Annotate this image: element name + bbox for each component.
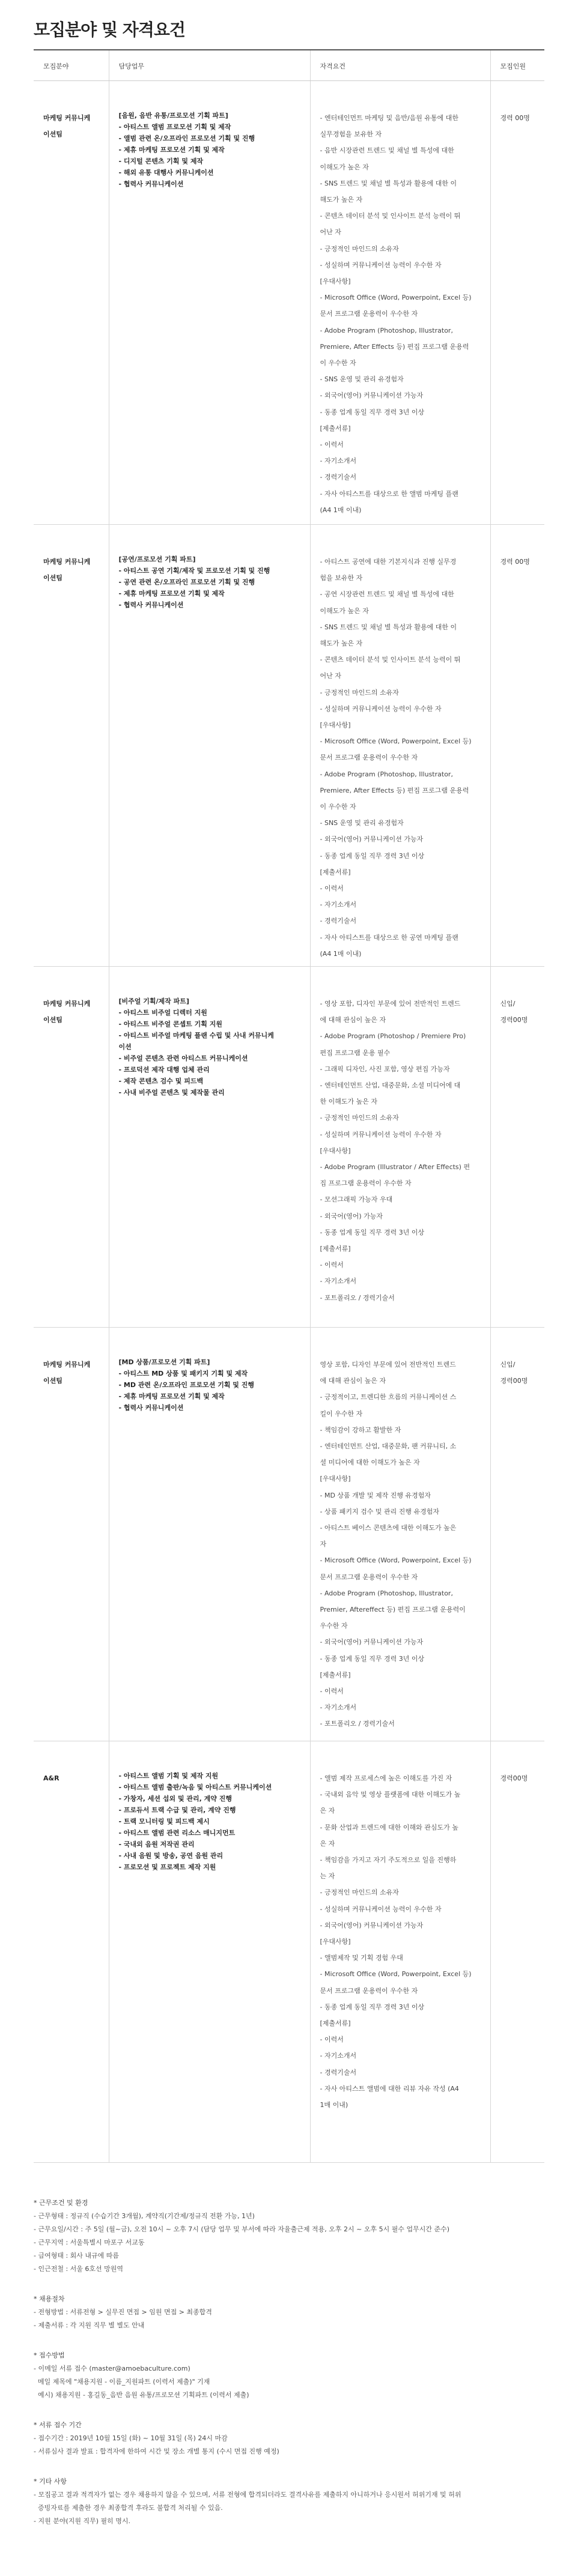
duty-item: [음원, 음반 유통/프로모션 기획 파트] <box>118 112 228 119</box>
requirement-item: - 이력서 <box>320 884 344 893</box>
requirement-item: - 성실하며 커뮤니케이션 능력이 우수한 자 <box>320 261 442 269</box>
requirement-item: - 엔터테인먼트 마케팅 및 음반/음원 유통에 대한 <box>320 114 459 122</box>
requirement-item: - 앨범제작 및 기획 경험 우대 <box>320 1954 403 1962</box>
requirements-list <box>320 996 484 1306</box>
headcount-value: 경력 00명 <box>500 558 530 566</box>
headcount-cell <box>490 81 544 525</box>
department-cell <box>34 81 109 525</box>
requirement-item: - 자기소개서 <box>320 2052 357 2060</box>
requirement-item: - 엔터테인먼트 산업, 대중문화, 소셜 미디어에 대 <box>320 1081 461 1090</box>
requirement-item: [우대사항] <box>320 277 351 286</box>
requirement-item: - 그래픽 디자인, 사진 포함, 영상 편집 가능자 <box>320 1065 450 1073</box>
duty-item: - 제작 콘텐츠 검수 및 피드백 <box>118 1077 204 1085</box>
requirement-item: - 자사 아티스트를 대상으로 한 앨범 마케팅 플랜 <box>320 489 458 498</box>
requirement-item: - 엔터테인먼트 산업, 대중문화, 팬 커뮤니티, 소 <box>320 1442 457 1451</box>
duty-item: - 협력사 커뮤니케이션 <box>118 601 184 609</box>
requirement-item: 실무경험을 보유한 자 <box>320 130 382 139</box>
requirement-item: - 외국어(영어) 커뮤니케이션 가능자 <box>320 835 424 844</box>
note-block <box>34 2419 544 2458</box>
requirement-item: - 포트폴리오 / 경력기술서 <box>320 1293 395 1302</box>
requirement-item: - 외국어(영어) 가능자 <box>320 1212 383 1220</box>
duties-list <box>119 554 304 611</box>
requirement-item: - 동종 업계 동일 직무 경력 3년 이상 <box>320 851 425 860</box>
requirement-item: (A4 1매 이내) <box>320 506 362 514</box>
requirement-item: - 공연 시장관련 트렌드 및 채널 별 특성에 대한 <box>320 590 454 599</box>
requirement-item: - 자사 아티스트를 대상으로 한 공연 마케팅 플랜 <box>320 933 458 942</box>
requirement-item: 이해도가 높은 자 <box>320 163 369 171</box>
requirement-item: - 긍정적이고, 트렌디한 흐름의 커뮤니케이션 스 <box>320 1393 457 1401</box>
requirements-list <box>320 1770 484 2113</box>
requirement-item: - Adobe Program (Photoshop, Illustrator, <box>320 1589 453 1597</box>
note-line: - 근무지역 : 서울특별시 마포구 서교동 <box>34 2239 145 2246</box>
requirement-item: - 콘텐츠 데이터 분석 및 인사이트 분석 능력이 뛰 <box>320 212 461 220</box>
requirement-item: 자 <box>320 1540 327 1549</box>
note-block <box>34 2293 544 2332</box>
requirements-list <box>320 554 484 962</box>
requirement-item: - 성실하며 커뮤니케이션 능력이 우수한 자 <box>320 1130 442 1138</box>
duty-item: [공연/프로모션 기획 파트] <box>118 555 196 563</box>
department-name: 이션팀 <box>43 1377 62 1385</box>
requirement-item: Premier, Aftereffect 등) 편집 프로그램 운용력이 <box>320 1606 466 1614</box>
requirement-item: - Adobe Program (Photoshop / Premiere Pro) <box>320 1032 466 1041</box>
duty-item: - 아티스트 공연 기획/제작 및 프로모션 기획 및 진행 <box>118 567 270 575</box>
requirements-table <box>34 49 544 2163</box>
duty-item: - 디지털 콘텐츠 기획 및 제작 <box>118 157 204 165</box>
table-row <box>34 1741 544 2163</box>
duty-item: [비주얼 기획/제작 파트] <box>118 997 189 1005</box>
note-line: - 지원 분야(지원 직무) 필히 명시. <box>34 2517 131 2525</box>
requirement-item: - 긍정적인 마인드의 소유자 <box>320 688 399 697</box>
requirement-item: 우수한 자 <box>320 1622 348 1630</box>
table-row <box>34 1328 544 1741</box>
requirement-item: 문서 프로그램 운용력이 우수한 자 <box>320 310 418 318</box>
requirement-item: [우대사항] <box>320 1146 351 1155</box>
requirement-item: 은 자 <box>320 1807 335 1815</box>
requirement-item: 문서 프로그램 운용력이 우수한 자 <box>320 1986 418 1995</box>
department-cell <box>34 1328 109 1741</box>
department-name: 이션팀 <box>43 1016 62 1024</box>
requirement-item: - Adobe Program (Photoshop, Illustrator, <box>320 770 453 778</box>
requirement-item: - 앨범 제작 프로세스에 높은 이해도를 가진 자 <box>320 1774 452 1782</box>
requirement-item: - 책임감을 가지고 자기 주도적으로 일을 진행하 <box>320 1856 457 1864</box>
table-header-row <box>34 50 544 81</box>
requirement-item: 이 우수한 자 <box>320 803 356 811</box>
note-heading: * 채용절차 <box>34 2295 65 2303</box>
duty-item: - MD 관련 온/오프라인 프로모션 기획 및 진행 <box>118 1381 254 1389</box>
headcount-value: 경력00명 <box>500 1774 528 1782</box>
department-cell <box>34 1741 109 2163</box>
note-line: 메일 제목에 "채용지원 - 이름_지원파트 (이력서 제출)" 기재 <box>34 2378 210 2386</box>
requirement-item: 문서 프로그램 운용력이 우수한 자 <box>320 1573 418 1581</box>
headcount-cell <box>490 525 544 967</box>
requirements-cell <box>310 1328 490 1741</box>
requirement-item: - Microsoft Office (Word, Powerpoint, Excel 등) <box>320 737 472 746</box>
requirements-list <box>320 1356 484 1732</box>
header-department: 모집분야 <box>34 50 109 81</box>
duty-item: - 프로모션 및 프로젝트 제작 지원 <box>118 1863 216 1871</box>
requirement-item: Premiere, After Effects 등) 편집 프로그램 운용력 <box>320 342 469 351</box>
requirement-item: - Microsoft Office (Word, Powerpoint, Excel 등) <box>320 1970 472 1979</box>
header-duties: 담당업무 <box>109 50 310 81</box>
note-line: 증빙자료를 제출한 경우 최종합격 후라도 불합격 처리될 수 있음. <box>34 2504 223 2512</box>
table-row <box>34 525 544 967</box>
headcount-cell <box>490 1741 544 2163</box>
department-name: A&R <box>43 1774 59 1782</box>
header-headcount: 모집인원 <box>490 50 544 81</box>
duties-cell <box>109 1328 310 1741</box>
requirement-item: [제출서류] <box>320 868 351 876</box>
note-block <box>34 2349 544 2402</box>
requirement-item: - 아티스트 베이스 콘텐츠에 대한 이해도가 높은 <box>320 1524 457 1532</box>
note-heading: * 접수방법 <box>34 2351 65 2359</box>
requirement-item: 어난 자 <box>320 672 341 680</box>
requirement-item: - 자기소개서 <box>320 1277 357 1286</box>
requirement-item: - 외국어(영어) 커뮤니케이션 가능자 <box>320 1921 424 1929</box>
duty-item: - 아티스트 앨범 출판/녹음 및 아티스트 커뮤니케이션 <box>118 1783 272 1791</box>
page-title: 모집분야 및 자격요건 <box>34 20 185 40</box>
duty-item: - 사내 음원 및 방송, 공연 음원 관리 <box>118 1852 224 1860</box>
note-line: - 이메일 서류 접수 (master@amoebaculture.com) <box>34 2365 190 2372</box>
duty-item: - 아티스트 앨범 관련 리소스 매니지먼트 <box>118 1829 236 1837</box>
header-requirements: 자격요건 <box>310 50 490 81</box>
department-name: 이션팀 <box>43 130 62 139</box>
notes-section <box>34 2197 544 2576</box>
duty-item: - 아티스트 앨범 기획 및 제작 지원 <box>118 1772 219 1780</box>
requirement-item: Premiere, After Effects 등) 편집 프로그램 운용력 <box>320 786 469 794</box>
note-heading: * 근무조건 및 환경 <box>34 2199 88 2207</box>
duties-list <box>119 1770 304 1873</box>
requirement-item: 이해도가 높은 자 <box>320 606 369 615</box>
requirement-item: - 외국어(영어) 커뮤니케이션 가능자 <box>320 392 424 400</box>
duty-item: - 사내 비주얼 콘텐츠 및 제작물 관리 <box>118 1089 225 1096</box>
duty-item: - 아티스트 비주얼 콘셉트 기획 지원 <box>118 1020 222 1028</box>
note-line: - 모집공고 결과 적격자가 없는 경우 채용하지 않을 수 있으며, 서류 전형에 합격되더라도 결격사유를 제출하지 아니하거나 응시원서 허위기재 및 허위 <box>34 2491 461 2499</box>
requirement-item: 험을 보유한 자 <box>320 574 363 582</box>
requirement-item: - Microsoft Office (Word, Powerpoint, Excel 등) <box>320 294 472 302</box>
requirement-item: - 자기소개서 <box>320 1704 357 1712</box>
requirement-item: 어난 자 <box>320 228 341 237</box>
requirement-item: - 이력서 <box>320 1261 344 1269</box>
requirement-item: - 외국어(영어) 커뮤니케이션 가능자 <box>320 1638 424 1646</box>
requirement-item: [제출서류] <box>320 2019 351 2028</box>
requirement-item: - 이력서 <box>320 1687 344 1696</box>
duty-item: - 협력사 커뮤니케이션 <box>118 180 184 188</box>
headcount-value: 신입/경력00명 <box>500 1361 528 1385</box>
requirement-item: 셜 미디어에 대한 이해도가 높은 자 <box>320 1459 420 1467</box>
headcount-value: 신입/경력00명 <box>500 1000 528 1024</box>
requirement-item: - 아티스트 공연에 대한 기본지식과 진행 실무경 <box>320 558 457 566</box>
requirement-item: - 이력서 <box>320 2036 344 2044</box>
requirement-item: - 문화 산업과 트렌드에 대한 이해와 관심도가 높 <box>320 1823 458 1831</box>
duty-item: - 아티스트 비주얼 마케팅 플랜 수립 및 사내 커뮤니케 <box>118 1032 274 1039</box>
duty-item: - 아티스트 앨범 프로모션 기획 및 제작 <box>118 123 231 131</box>
duty-item: - 제휴 마케팅 프로모션 기획 및 제작 <box>118 590 225 597</box>
requirement-item: - 포트폴리오 / 경력기술서 <box>320 1720 395 1728</box>
requirement-item: - 콘텐츠 데이터 분석 및 인사이트 분석 능력이 뛰 <box>320 656 461 664</box>
department-cell <box>34 967 109 1328</box>
requirement-item: 해도가 높은 자 <box>320 639 363 648</box>
note-line: - 전형방법 : 서류전형 > 실무진 면접 > 임원 면접 > 최종합격 <box>34 2308 212 2316</box>
department-name: 이션팀 <box>43 574 62 582</box>
table-row <box>34 967 544 1328</box>
duties-list <box>119 996 304 1098</box>
duty-item: - 제휴 마케팅 프로모션 기획 및 제작 <box>118 146 225 154</box>
requirement-item: - 동종 업계 동일 직무 경력 3년 이상 <box>320 1654 425 1663</box>
duty-item: - 가창자, 세션 섭외 및 관리, 계약 진행 <box>118 1795 232 1803</box>
requirement-item: 에 대해 관심이 높은 자 <box>320 1016 386 1024</box>
requirement-item: - 동종 업계 동일 직무 경력 3년 이상 <box>320 408 425 416</box>
duties-list <box>119 1356 304 1413</box>
requirement-item: - 모션그래픽 가능자 우대 <box>320 1196 393 1204</box>
requirements-list <box>320 110 484 518</box>
requirement-item: [우대사항] <box>320 1938 351 1946</box>
requirement-item: - 경력기술서 <box>320 473 357 482</box>
requirement-item: 는 자 <box>320 1872 335 1881</box>
requirement-item: 해도가 높은 자 <box>320 196 363 204</box>
requirement-item: - 긍정적인 마인드의 소유자 <box>320 244 399 253</box>
department-name: 마케팅 커뮤니케 <box>43 114 91 122</box>
requirement-item: - MD 상품 개발 및 제작 진행 유경험자 <box>320 1491 431 1499</box>
department-name: 마케팅 커뮤니케 <box>43 558 91 566</box>
requirement-item: 한 이해도가 높은 자 <box>320 1098 377 1106</box>
requirement-item: - SNS 트렌드 및 채널 별 특성과 활용에 대한 이 <box>320 179 457 187</box>
duty-item: - 앨범 관련 온/오프라인 프로모션 기획 및 진행 <box>118 135 255 142</box>
requirement-item: - 동종 업계 동일 직무 경력 3년 이상 <box>320 2003 425 2011</box>
duties-cell <box>109 525 310 967</box>
requirements-cell <box>310 81 490 525</box>
department-cell <box>34 525 109 967</box>
requirement-item: - 성실하며 커뮤니케이션 능력이 우수한 자 <box>320 1905 442 1913</box>
requirements-cell <box>310 525 490 967</box>
requirement-item: [제출서류] <box>320 1670 351 1679</box>
requirement-item: 이 우수한 자 <box>320 359 356 367</box>
requirements-cell <box>310 1741 490 2163</box>
requirement-item: - 성실하며 커뮤니케이션 능력이 우수한 자 <box>320 704 442 713</box>
requirement-item: - 자기소개서 <box>320 901 357 909</box>
requirement-item: - Adobe Program (Photoshop, Illustrator, <box>320 326 453 334</box>
requirement-item: 에 대해 관심이 높은 자 <box>320 1377 386 1385</box>
duties-cell <box>109 1741 310 2163</box>
note-line: - 급여형태 : 회사 내규에 따름 <box>34 2252 120 2260</box>
note-block <box>34 2475 544 2528</box>
requirement-item: - 동종 업계 동일 직무 경력 3년 이상 <box>320 1228 425 1236</box>
duty-item: - 아티스트 MD 상품 및 패키지 기획 및 제작 <box>118 1370 248 1377</box>
requirement-item: - 책임감이 강하고 활발한 자 <box>320 1426 401 1434</box>
table-body <box>34 81 544 2163</box>
duty-item: - 해외 유통 대행사 커뮤니케이션 <box>118 169 214 177</box>
requirement-item: 영상 포함, 디자인 부문에 있어 전반적인 트렌드 <box>320 1361 456 1368</box>
requirement-item: - Microsoft Office (Word, Powerpoint, Excel 등) <box>320 1556 472 1565</box>
requirement-item: - 영상 포함, 디자인 부문에 있어 전반적인 트렌드 <box>320 1000 461 1008</box>
requirement-item: [우대사항] <box>320 721 351 730</box>
note-heading: * 기타 사항 <box>34 2478 67 2485</box>
duty-item: - 트랙 모니터링 및 피드백 제시 <box>118 1818 210 1825</box>
requirement-item: 은 자 <box>320 1839 335 1848</box>
requirement-item: 편집 프로그램 운용 필수 <box>320 1048 391 1057</box>
note-line: - 근무요일/시간 : 주 5일 (월~금), 오전 10시 ~ 오후 7시 (담당 업무 및 부서에 따라 자율출근제 적용, 오후 2시 ~ 오후 5시 필수 업무시간 준수) <box>34 2225 450 2233</box>
requirement-item: - 긍정적인 마인드의 소유자 <box>320 1114 399 1122</box>
duty-item: - 아티스트 비주얼 디렉터 지원 <box>118 1009 207 1017</box>
note-line: - 근무형태 : 정규직 (수습기간 3개월), 계약직(기간제/정규직 전환 가능, 1년) <box>34 2212 255 2220</box>
requirement-item: - 이력서 <box>320 441 344 449</box>
requirement-item: [제출서류] <box>320 1245 351 1253</box>
requirement-item: [우대사항] <box>320 1475 351 1483</box>
table-row <box>34 81 544 525</box>
department-name: 마케팅 커뮤니케 <box>43 1000 91 1008</box>
requirement-item: - SNS 운영 및 관리 유경험자 <box>320 819 404 827</box>
note-heading: * 서류 접수 기간 <box>34 2421 82 2429</box>
requirement-item: - SNS 운영 및 관리 유경험자 <box>320 375 404 384</box>
requirement-item: - 긍정적인 마인드의 소유자 <box>320 1888 399 1897</box>
requirement-item: 1매 이내) <box>320 2101 348 2109</box>
duty-item: - 비주얼 콘텐츠 관련 아티스트 커뮤니케이션 <box>118 1054 248 1062</box>
requirement-item: 킬이 우수한 자 <box>320 1409 363 1418</box>
requirement-item: - 경력기술서 <box>320 917 357 925</box>
requirement-item: - Adobe Program (Illustrator / After Effects) 편 <box>320 1163 470 1172</box>
requirement-item: - 자사 아티스트 앨범에 대한 리뷰 자유 작성 (A4 <box>320 2084 459 2093</box>
duties-cell <box>109 967 310 1328</box>
requirement-item: [제출서류] <box>320 424 351 432</box>
headcount-cell <box>490 1328 544 1741</box>
duty-item: 이션 <box>118 1043 132 1051</box>
requirement-item: - 경력기술서 <box>320 2068 357 2076</box>
requirement-item: 문서 프로그램 운용력이 우수한 자 <box>320 754 418 762</box>
headcount-value: 경력 00명 <box>500 114 530 122</box>
duty-item: - 국내외 음원 저작권 관리 <box>118 1840 195 1848</box>
note-line: - 인근전철 : 서울 6호선 망원역 <box>34 2265 124 2273</box>
duty-item: - 공연 관련 온/오프라인 프로모션 기획 및 진행 <box>118 578 255 586</box>
requirement-item: - 자기소개서 <box>320 457 357 465</box>
duty-item: - 프로덕션 제작 대행 업체 관리 <box>118 1066 210 1074</box>
requirement-item: - SNS 트렌드 및 채널 별 특성과 활용에 대한 이 <box>320 623 457 631</box>
requirement-item: - 상품 패키지 검수 및 관리 진행 유경험자 <box>320 1507 439 1516</box>
duty-item: - 프로듀서 트랙 수급 및 관리, 계약 진행 <box>118 1806 236 1814</box>
duty-item: - 협력사 커뮤니케이션 <box>118 1404 184 1412</box>
duties-cell <box>109 81 310 525</box>
note-block <box>34 2197 544 2276</box>
duty-item: [MD 상품/프로모션 기획 파트] <box>118 1358 210 1366</box>
headcount-cell <box>490 967 544 1328</box>
requirement-item: (A4 1매 이내) <box>320 949 362 958</box>
note-line: - 접수기간 : 2019년 10월 15일 (화) ~ 10월 31일 (목) 24시 마감 <box>34 2434 228 2442</box>
duty-item: - 제휴 마케팅 프로모션 기획 및 제작 <box>118 1392 225 1400</box>
note-line: - 서류심사 결과 발표 : 합격자에 한하여 시간 및 장소 개별 통지 (수시 면접 진행 예정) <box>34 2448 279 2455</box>
note-line: 예시) 채용지원 - 홍길동_음반 음원 유통/프로모션 기획파트 (이력서 제출) <box>34 2391 249 2399</box>
department-name: 마케팅 커뮤니케 <box>43 1361 91 1368</box>
requirements-cell <box>310 967 490 1328</box>
requirement-item: 집 프로그램 운용력이 우수한 자 <box>320 1179 412 1188</box>
requirement-item: - 국내외 음악 및 영상 플랫폼에 대한 이해도가 높 <box>320 1791 461 1799</box>
duties-list <box>119 110 304 190</box>
requirement-item: - 음반 시장관련 트렌드 및 채널 별 특성에 대한 <box>320 147 454 155</box>
note-line: - 제출서류 : 각 지원 직무 별 별도 안내 <box>34 2321 145 2329</box>
